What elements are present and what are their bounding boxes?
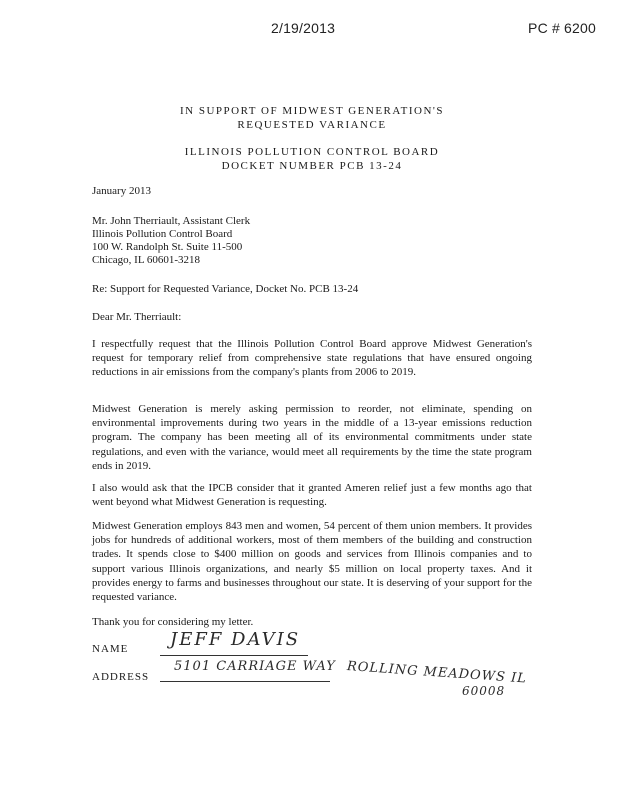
title-line: IN SUPPORT OF MIDWEST GENERATION'S [180, 105, 444, 117]
handwritten-name: JEFF DAVIS [170, 629, 301, 650]
body-paragraph: I respectfully request that the Illinois Pollution Control Board approve Midwest Generation's request for temporary relief from comprehensive state regulations that have ensured ongoing reductions in air emissions from the company's plants from 2006 to 2019. [92, 338, 532, 379]
handwritten-zip: 60008 [462, 684, 506, 698]
name-label: NAME [92, 643, 129, 655]
address-line: Illinois Pollution Control Board [92, 228, 233, 240]
public-comment-number: PC # 6200 [528, 20, 596, 36]
closing-line: Thank you for considering my letter. [92, 616, 254, 628]
header-date: 2/19/2013 [271, 20, 336, 36]
body-paragraph: I also would ask that the IPCB consider that it granted Ameren relief just a few months ago that went beyond what Midwest Generation is requesting. [92, 482, 532, 509]
subject-line: Re: Support for Requested Variance, Docket No. PCB 13-24 [92, 283, 359, 295]
address-label: ADDRESS [92, 671, 150, 683]
recipient-address [92, 215, 532, 267]
board-heading [92, 145, 532, 173]
board-line: ILLINOIS POLLUTION CONTROL BOARD [184, 146, 440, 158]
salutation: Dear Mr. Therriault: [92, 311, 182, 323]
address-line: Chicago, IL 60601-3218 [92, 254, 201, 266]
handwritten-city: ROLLING MEADOWS IL [346, 659, 528, 687]
letter-title [92, 104, 532, 132]
address-line: Mr. John Therriault, Assistant Clerk [92, 215, 251, 227]
handwritten-street: 5101 CARRIAGE WAY [174, 659, 336, 674]
name-underline [160, 655, 308, 656]
address-underline [160, 681, 330, 682]
board-line: DOCKET NUMBER PCB 13-24 [221, 160, 403, 172]
letter-date: January 2013 [92, 185, 151, 197]
body-paragraph: Midwest Generation employs 843 men and women, 54 percent of them union members. It provides jobs for hundreds of additional workers, most of them members of the building and construction trades. It spends close to $400 million on goods and services from Illinois companies and to support various Illinois organizations, and nearly $5 million on local property taxes. And it provides energy to farms and businesses throughout our state. It is deserving of your support for the requested variance. [92, 520, 532, 604]
title-line: REQUESTED VARIANCE [237, 119, 387, 131]
address-line: 100 W. Randolph St. Suite 11-500 [92, 241, 243, 253]
body-paragraph: Midwest Generation is merely asking permission to reorder, not eliminate, spending on environmental improvements during two years in the middle of a 13-year emissions reduction program. The company has been meeting all of its environmental commitments under state regulations, and even with the variance, would meet all requirements by the time the state program ends in 2019. [92, 403, 532, 472]
